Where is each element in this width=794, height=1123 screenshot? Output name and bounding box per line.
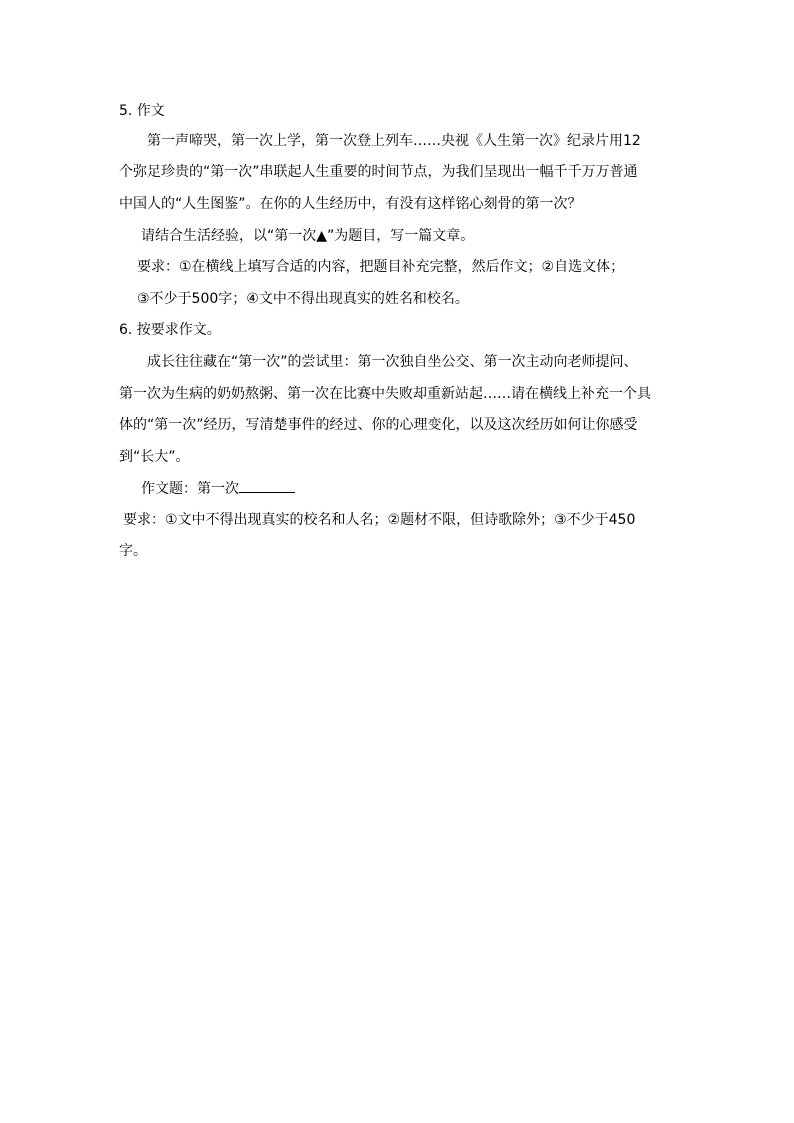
q6-paragraph-line-4: 到“长大”。 — [119, 449, 190, 465]
q5-requirements-line-2: ③不少于500字；④文中不得出现真实的姓名和校名。 — [137, 291, 469, 307]
q6-title-prompt — [141, 478, 295, 499]
q5-requirements-line-1: 要求：①在横线上填写合适的内容，把题目补充完整，然后作文；②自选文体； — [137, 259, 625, 275]
q6-paragraph-line-2: 第一次为生病的奶奶熬粥、第一次在比赛中失败却重新站起……请在横线上补充一个具 — [119, 386, 651, 402]
title-blank-line — [239, 478, 295, 493]
question-6-heading: 6. 按要求作文。 — [119, 322, 221, 338]
question-5-heading: 5. 作文 — [119, 103, 165, 119]
q5-paragraph-line-3: 中国人的“人生图鉴”。在你的人生经历中，有没有这样铭心刻骨的第一次？ — [119, 196, 582, 212]
q6-title-text: 作文题：第一次 — [141, 481, 239, 497]
q6-paragraph-line-1: 成长往往藏在“第一次”的尝试里：第一次独自坐公交、第一次主动向老师提问、 — [147, 354, 638, 370]
q6-requirements-line-2: 字。 — [119, 543, 147, 559]
q6-paragraph-line-3: 体的“第一次”经历，写清楚事件的经过、你的心理变化，以及这次经历如何让你感受 — [119, 417, 638, 433]
q5-paragraph-line-2: 个弥足珍贵的“第一次”串联起人生重要的时间节点，为我们呈现出一幅千千万万普通 — [119, 164, 638, 180]
q6-requirements-line-1: 要求：①文中不得出现真实的校名和人名；②题材不限，但诗歌除外；③不少于450 — [123, 512, 636, 528]
q5-paragraph-line-1: 第一声啼哭，第一次上学，第一次登上列车……央视《人生第一次》纪录片用12 — [147, 133, 641, 149]
q5-instruction: 请结合生活经验，以“第一次▲”为题目，写一篇文章。 — [141, 228, 475, 244]
